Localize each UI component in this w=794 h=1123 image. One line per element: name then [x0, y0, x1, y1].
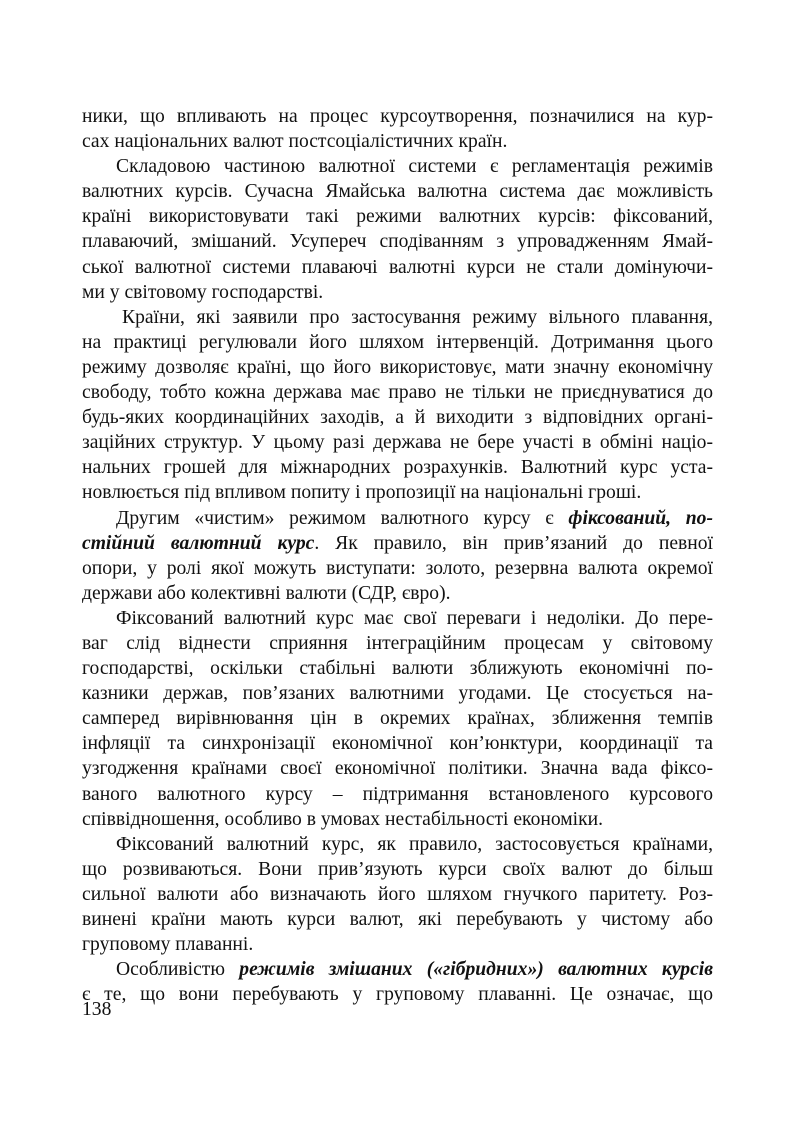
text-run: сах національних валют постсоціалістичних країн.: [82, 131, 508, 153]
text-run: самперед вирівнювання цін в окремих країнах, зближення темпів: [82, 708, 713, 730]
text-run: узгодження країнами своєї економічної політики. Значна вада фіксо-: [82, 758, 713, 780]
text-line: [82, 932, 713, 957]
text-run: сильної валюти або визначають його шляхом гнучкого паритету. Роз-: [82, 883, 713, 905]
text-run: Другим «чистим» режимом валютного курсу є: [116, 507, 569, 529]
text-run: Особливістю: [116, 959, 240, 981]
text-line: [82, 857, 713, 882]
page-number: 138: [82, 999, 112, 1020]
text-line: [82, 907, 713, 932]
paragraph: [82, 506, 713, 606]
text-line: [82, 179, 713, 204]
text-run: господарстві, оскільки стабільні валюти зближують економічні по-: [82, 658, 713, 680]
text-line: [82, 681, 713, 706]
text-run: режиму дозволяє країні, що його використовує, мати значну економічну: [82, 356, 713, 378]
text-line: [82, 807, 713, 832]
text-run: Фіксований валютний курс має свої переваги і недоліки. До пере-: [116, 607, 713, 629]
text-run: ваного валютного курсу – підтримання встановленого курсового: [82, 783, 713, 805]
page-body-text: [82, 104, 713, 1007]
text-run: співвідношення, особливо в умовах нестабільності економіки.: [82, 808, 604, 830]
text-line: [82, 756, 713, 781]
emphasized-term: стійний валютний курс: [82, 532, 315, 554]
text-run: валютних курсів. Сучасна Ямайська валютна система дає можливість: [82, 181, 713, 203]
text-run: заційних структур. У цьому разі держава не бере участі в обміні націо-: [82, 432, 713, 454]
text-run: опори, у ролі якої можуть виступати: золото, резервна валюта окремої: [82, 557, 713, 579]
text-run: Країни, які заявили про застосування режиму вільного плавання,: [122, 306, 713, 328]
paragraph: [82, 104, 713, 154]
text-run: Складовою частиною валютної системи є регламентація режимів: [116, 156, 713, 178]
emphasized-term: фіксований, по-: [568, 507, 714, 529]
text-line: [82, 957, 713, 982]
paragraph: [82, 606, 713, 832]
text-run: винені країни мають курси валют, які перебувають у чистому або: [82, 909, 713, 930]
text-run: інфляції та синхронізації економічної кон’юнктури, координації та: [82, 733, 713, 755]
text-line: [82, 531, 713, 556]
text-line: [82, 832, 713, 857]
text-line: [82, 581, 713, 606]
text-run: Фіксований валютний курс, як правило, застосовується країнами,: [116, 833, 713, 855]
text-line: [82, 606, 713, 631]
text-run: нальних грошей для міжнародних розрахунків. Валютний курс уста-: [82, 457, 713, 479]
text-line: [82, 556, 713, 581]
text-run: ми у світовому господарстві.: [82, 281, 324, 303]
paragraph: [82, 832, 713, 957]
text-line: [82, 656, 713, 681]
text-line: [82, 255, 713, 280]
text-run: плаваючий, змішаний. Усупереч сподіванням з упровадженням Ямай-: [82, 231, 713, 253]
text-line: [82, 330, 713, 355]
text-run: ники, що впливають на процес курсоутворення, позначилися на кур-: [82, 106, 713, 127]
text-line: [82, 731, 713, 756]
text-line: [82, 405, 713, 430]
text-line: [82, 480, 713, 505]
text-line: [82, 706, 713, 731]
text-run: є те, що вони перебувають у груповому плаванні. Це означає, що: [82, 984, 713, 1006]
text-line: [82, 455, 713, 480]
text-run: груповому плаванні.: [82, 934, 254, 956]
text-line: [82, 104, 713, 129]
text-run: на практиці регулювали його шляхом інтервенцій. Дотримання цього: [82, 331, 713, 353]
text-run: держави або колективні валюти (СДР, євро).: [82, 582, 451, 604]
text-line: [82, 982, 713, 1007]
text-line: [82, 204, 713, 229]
text-line: [82, 355, 713, 380]
text-run: що розвиваються. Вони прив’язують курси своїх валют до більш: [82, 858, 713, 880]
text-run: ської валютної системи плаваючі валютні курси не стали домінуючи-: [82, 256, 713, 278]
text-run: країні використовувати такі режими валютних курсів: фіксований,: [82, 206, 713, 228]
paragraph: [82, 305, 713, 506]
text-line: [82, 129, 713, 154]
text-line: [82, 280, 713, 305]
text-line: [82, 229, 713, 254]
text-line: [82, 430, 713, 455]
text-line: [82, 882, 713, 907]
text-run: казники держав, пов’язаних валютними угодами. Це стосується на-: [82, 683, 713, 705]
text-run: свободу, тобто кожна держава має право не тільки не приєднуватися до: [82, 382, 713, 404]
text-line: [82, 154, 713, 179]
text-run: будь-яких координаційних заходів, а й виходити з відповідних органі-: [82, 407, 713, 429]
text-line: [82, 305, 713, 330]
text-line: [82, 631, 713, 656]
text-line: [82, 782, 713, 807]
text-run: ваг слід віднести сприяння інтеграційним процесам у світовому: [82, 632, 713, 654]
text-line: [82, 380, 713, 405]
text-line: [82, 506, 713, 531]
text-run: новлюється під впливом попиту і пропозиції на національні гроші.: [82, 482, 642, 504]
paragraph: [82, 957, 713, 1007]
text-run: . Як правило, він прив’язаний до певної: [314, 532, 713, 554]
paragraph: [82, 154, 713, 305]
emphasized-term: режимів змішаних («гібридних») валютних курсів: [239, 959, 713, 981]
